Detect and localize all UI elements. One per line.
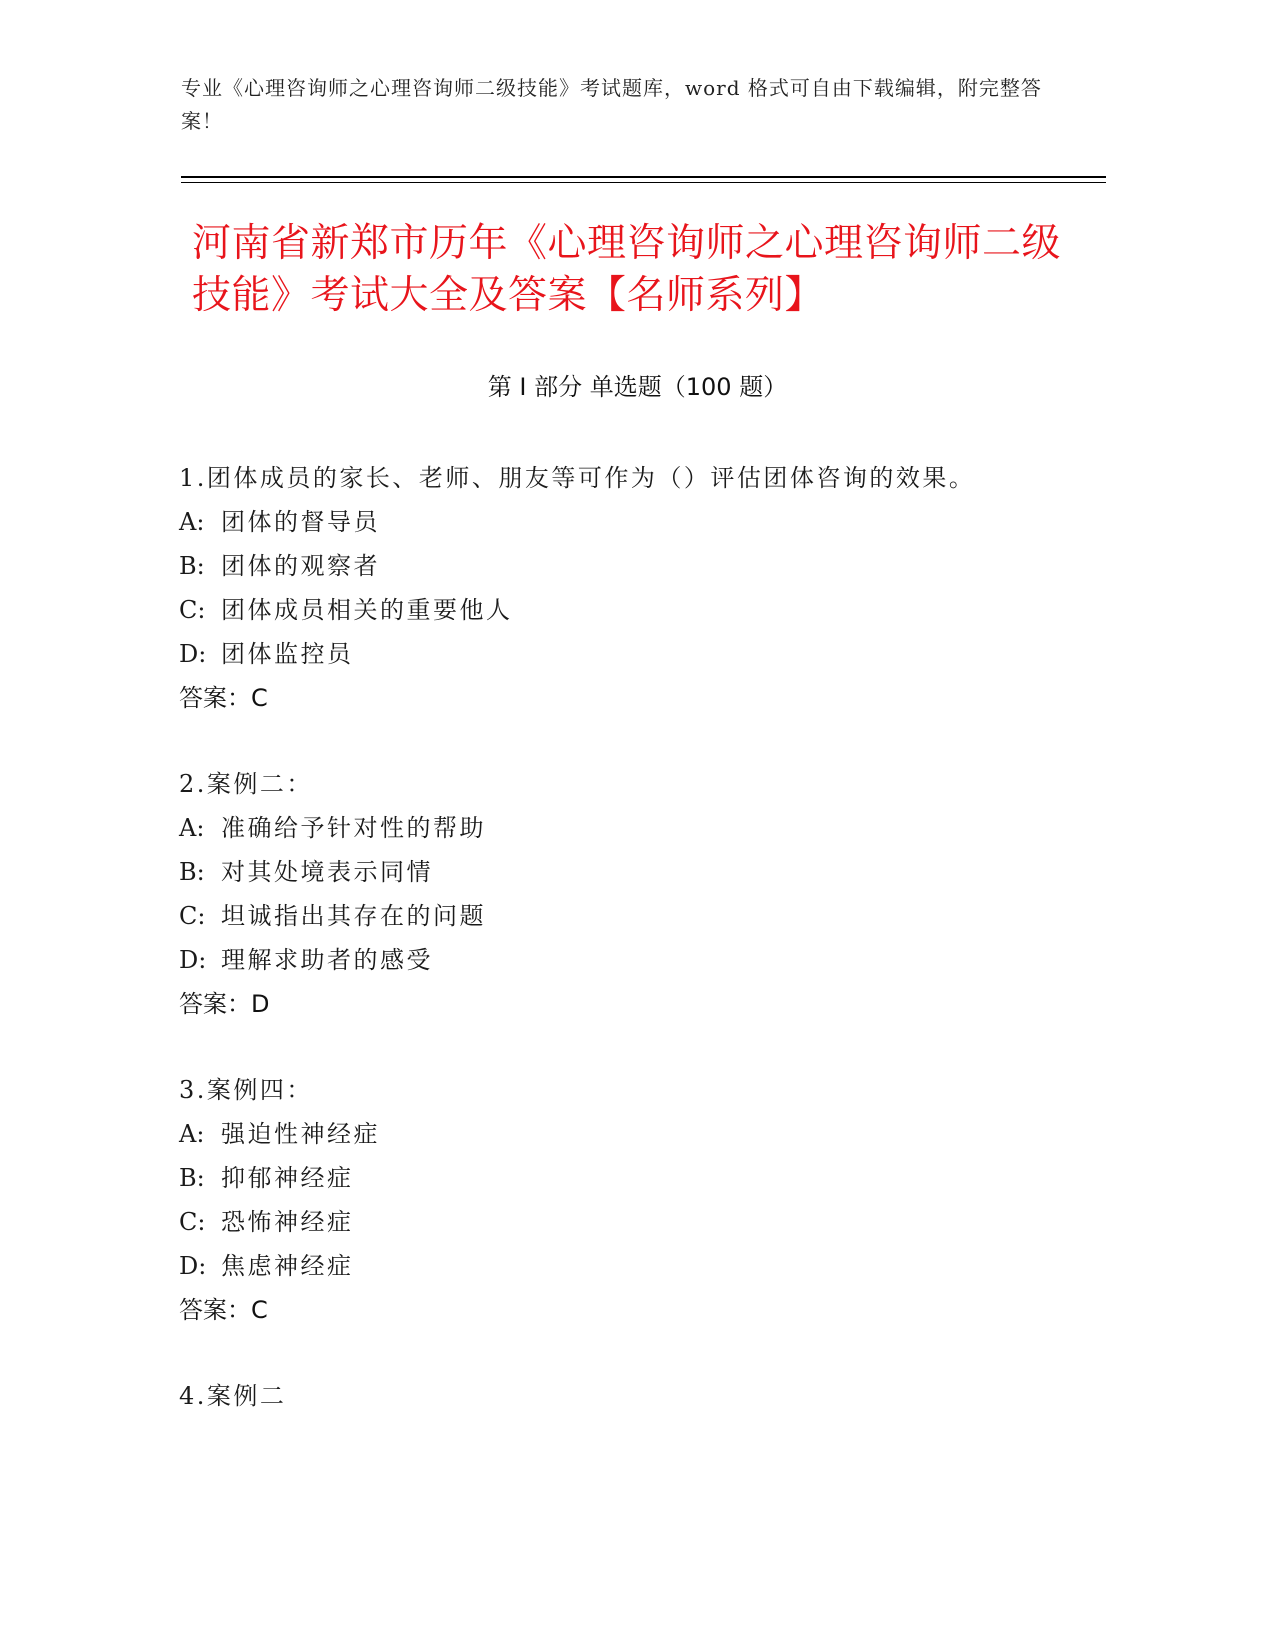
option-b [179,1156,1079,1200]
answer-line: 答案：C [179,1296,268,1324]
option-text: 坦诚指出其存在的问题 [221,902,486,930]
question-2 [179,762,1079,1026]
option-d [179,632,1079,676]
option-key: D: [179,1252,207,1280]
question-stem: 1.团体成员的家长、老师、朋友等可作为（）评估团体咨询的效果。 [179,464,976,492]
option-text: 对其处境表示同情 [221,858,433,886]
option-c [179,588,1079,632]
option-a [179,806,1079,850]
option-text: 焦虑神经症 [221,1252,354,1280]
section-heading: 第 I 部分 单选题（100 题） [487,373,788,401]
option-text: 团体监控员 [221,640,354,668]
option-c [179,894,1079,938]
header-note: 专业《心理咨询师之心理咨询师二级技能》考试题库，word 格式可自由下载编辑，附完整答案！ [181,76,1042,133]
option-b [179,544,1079,588]
question-4 [179,1374,1079,1418]
option-key: B: [179,858,205,886]
option-a [179,500,1079,544]
question-list [179,456,1079,1460]
document-title: 河南省新郑市历年《心理咨询师之心理咨询师二级技能》考试大全及答案【名师系列】 [192,221,1062,318]
answer-line: 答案：C [179,684,268,712]
option-key: C: [179,902,206,930]
question-stem: 4.案例二 [179,1382,287,1410]
option-d [179,1244,1079,1288]
header-divider-thin [181,182,1106,183]
header-divider-thick [181,176,1106,178]
option-text: 强迫性神经症 [221,1120,380,1148]
option-key: A: [179,814,205,842]
option-key: B: [179,552,205,580]
option-d [179,938,1079,982]
option-text: 团体成员相关的重要他人 [221,596,513,624]
answer-line: 答案：D [179,990,270,1018]
option-a [179,1112,1079,1156]
question-3 [179,1068,1079,1332]
option-key: A: [179,508,205,536]
option-text: 准确给予针对性的帮助 [221,814,486,842]
option-key: B: [179,1164,205,1192]
option-text: 抑郁神经症 [221,1164,354,1192]
option-key: A: [179,1120,205,1148]
option-text: 团体的督导员 [221,508,380,536]
option-b [179,850,1079,894]
question-1 [179,456,1079,720]
question-stem: 2.案例二： [179,770,313,798]
option-text: 恐怖神经症 [221,1208,354,1236]
option-key: D: [179,946,207,974]
option-text: 理解求助者的感受 [221,946,433,974]
option-key: C: [179,1208,206,1236]
option-key: C: [179,596,206,624]
option-c [179,1200,1079,1244]
option-text: 团体的观察者 [221,552,380,580]
question-stem: 3.案例四： [179,1076,313,1104]
option-key: D: [179,640,207,668]
